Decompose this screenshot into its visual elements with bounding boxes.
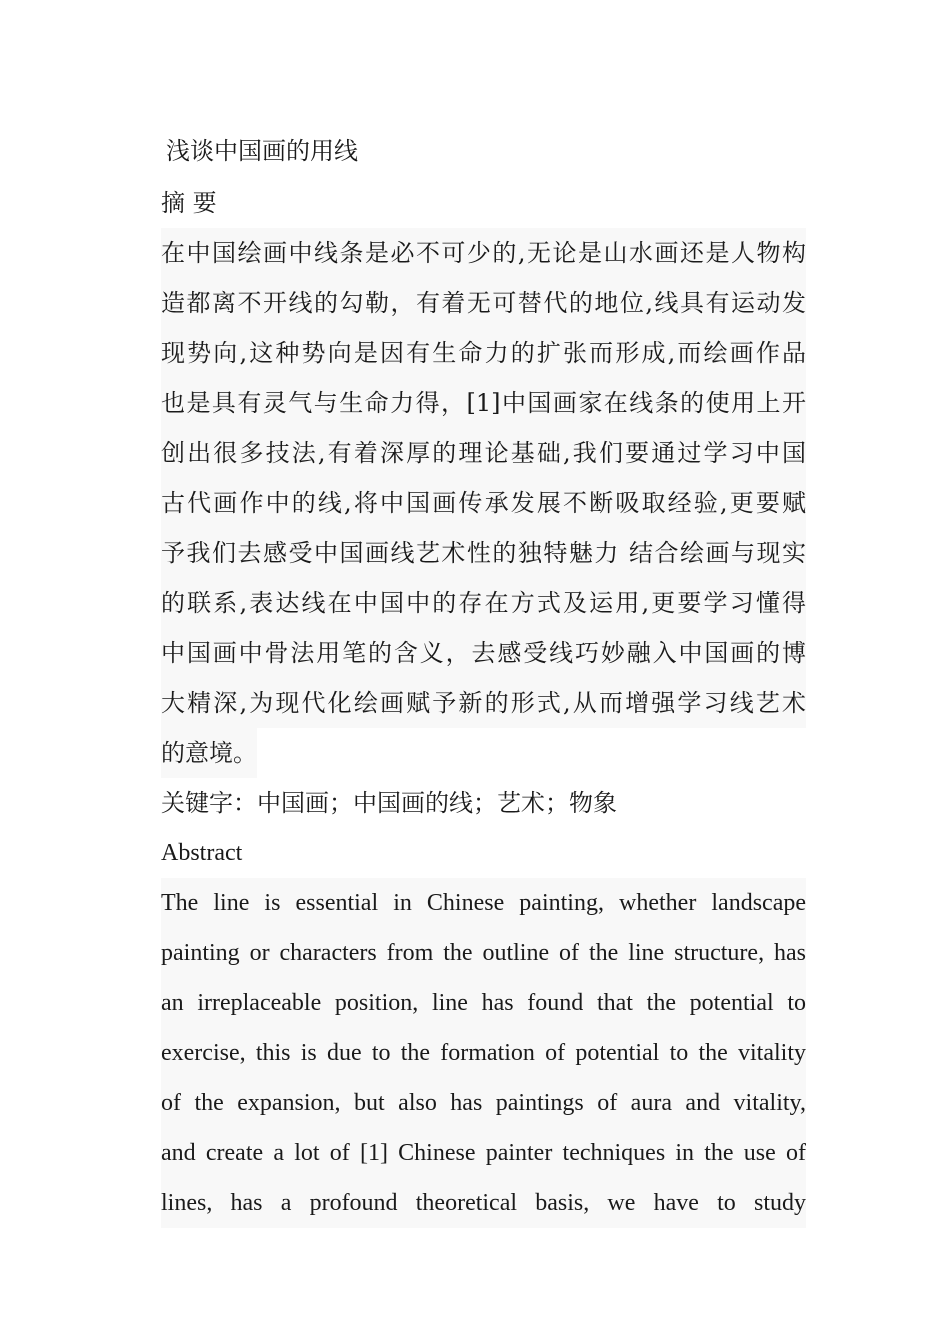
abstract-zh-line: 现势向,这种势向是因有生命力的扩张而形成,而绘画作品 [161, 328, 806, 378]
abstract-en-line: painting or characters from the outline of the line structure, has [161, 928, 806, 978]
abstract-zh-line: 古代画作中的线,将中国画传承发展不断吸取经验,更要赋 [161, 478, 806, 528]
abstract-en-line: an irreplaceable position, line has found that the potential to [161, 978, 806, 1028]
abstract-en-body [161, 878, 806, 1228]
abstract-en-line: exercise, this is due to the formation of potential to the vitality [161, 1028, 806, 1078]
abstract-zh-line: 大精深,为现代化绘画赋予新的形式,从而增强学习线艺术 [161, 678, 806, 728]
abstract-en-heading: Abstract [161, 840, 243, 866]
abstract-en-line: lines, has a profound theoretical basis, we have to study [161, 1178, 806, 1228]
abstract-zh-line-last [161, 728, 806, 778]
abstract-zh-line: 造都离不开线的勾勒，有着无可替代的地位,线具有运动发 [161, 278, 806, 328]
abstract-zh-heading: 摘 要 [161, 189, 217, 217]
keywords-line: 关键字：中国画；中国画的线；艺术；物象 [161, 789, 617, 817]
abstract-en-line: of the expansion, but also has paintings of aura and vitality, [161, 1078, 806, 1128]
abstract-zh-line: 予我们去感受中国画线艺术性的独特魅力 结合绘画与现实 [161, 528, 806, 578]
abstract-en-line: and create a lot of [1] Chinese painter techniques in the use of [161, 1128, 806, 1178]
abstract-zh-line: 的联系,表达线在中国中的存在方式及运用,更要学习懂得 [161, 578, 806, 628]
document-page [161, 128, 806, 1228]
abstract-en-line: The line is essential in Chinese painting, whether landscape [161, 878, 806, 928]
abstract-zh-last-text: 的意境。 [161, 728, 257, 778]
document-title: 浅谈中国画的用线 [166, 137, 358, 165]
abstract-zh-line: 中国画中骨法用笔的含义，去感受线巧妙融入中国画的博 [161, 628, 806, 678]
abstract-zh-line: 也是具有灵气与生命力得，[1]中国画家在线条的使用上开 [161, 378, 806, 428]
abstract-zh-body [161, 228, 806, 778]
abstract-zh-line: 在中国绘画中线条是必不可少的,无论是山水画还是人物构 [161, 228, 806, 278]
abstract-zh-line: 创出很多技法,有着深厚的理论基础,我们要通过学习中国 [161, 428, 806, 478]
